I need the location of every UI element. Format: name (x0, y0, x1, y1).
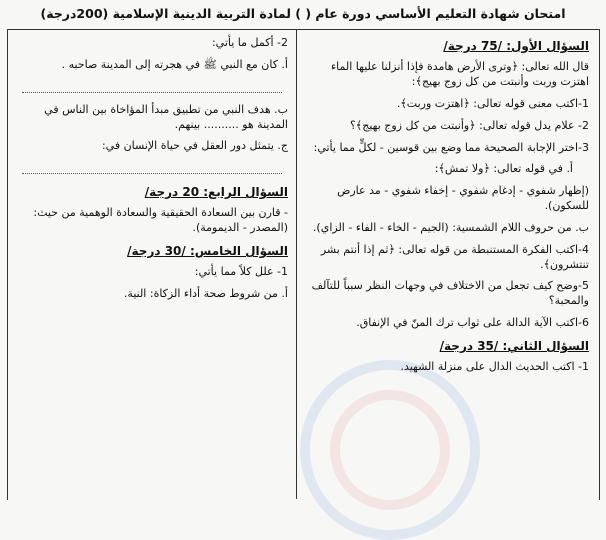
question-1-item-3b: ب. من حروف اللام الشمسية: (الجيم - الخاء - الفاء - الزاي). (312, 220, 589, 234)
question-1-item-3a: أ. في قوله تعالى: ﴿ولا تمش﴾: (434, 162, 573, 176)
question-1-item-4: 4-اكتب الفكرة المستنبطة من قوله تعالى: ﴿ثم إذا أنتم بشر تنتشرون﴾. (320, 242, 589, 271)
question-1-intro: قال الله تعالى: ﴿وترى الأرض هامدة فإذا أنزلنا عليها الماء اهتزت وربت وأنبتت من كل زوج بهيج﴾: (331, 60, 589, 89)
question-1-item-1: 1-اكتب معنى قوله تعالى: ﴿اهتزت وربت﴾. (396, 96, 589, 110)
question-5-heading: السؤال الخامس: /30 درجة/ (127, 244, 288, 259)
question-1-item-2: 2- علام يدل قوله تعالى: ﴿وأنبتت من كل زوج بهيج﴾؟ (349, 118, 589, 132)
question-2-item-2a: أ. كان مع النبي ﷺ في هجرته إلى المدينة صاحبه . (61, 57, 288, 71)
question-2-item-2: 2- أكمل ما يأتي: (211, 36, 288, 49)
question-5-item-1: 1- علل كلاً مما يأتي: (194, 265, 288, 279)
question-4-item-1: - قارن بين السعادة الحقيقية والسعادة الوهمية من حيث: (المصدر - الديمومة). (33, 206, 288, 235)
question-2-item-2c: ج. يتمثل دور العقل في حياة الإنسان في: (101, 139, 288, 153)
question-1-item-5: 5-وضح كيف تجعل من الاختلاف في وجهات النظر سبباً للتآلف والمحبة؟ (311, 279, 589, 308)
exam-title: امتحان شهادة التعليم الأساسي دورة عام ( ) لمادة التربية الدينية الإسلامية (200درجة) (40, 6, 566, 21)
question-1-item-3a-options: (إظهار شفوي - إدغام شفوي - إخفاء شفوي - مد عارض للسكون). (337, 184, 589, 213)
question-2-item-1: 1- اكتب الحديث الدال على منزلة الشهيد. (400, 360, 589, 374)
left-column (16, 36, 288, 309)
question-2-heading: السؤال الثاني: /35 درجة/ (439, 339, 589, 353)
answer-line (22, 80, 282, 93)
column-divider (296, 29, 297, 499)
question-1-item-6: 6-اكتب الآية الدالة على ثواب ترك المنّ في الإنفاق. (356, 316, 589, 330)
question-4-heading: السؤال الرابع: 20 درجة/ (144, 185, 288, 200)
question-5-item-1a: أ. من شروط صحة أداء الزكاة: النية. (123, 287, 288, 301)
question-1-heading: السؤال الأول: /75 درجة/ (443, 39, 589, 53)
question-1-item-3: 3-اختر الإجابة الصحيحة مما وضع بين قوسين - لكلٍّ مما يأتي: (313, 140, 589, 154)
answer-line (22, 161, 282, 174)
right-column (303, 36, 589, 382)
question-2-item-2b: ب. هدف النبي من تطبيق مبدأ المؤاخاة بين الناس في المدينة هو .......... بينهم. (44, 102, 288, 131)
